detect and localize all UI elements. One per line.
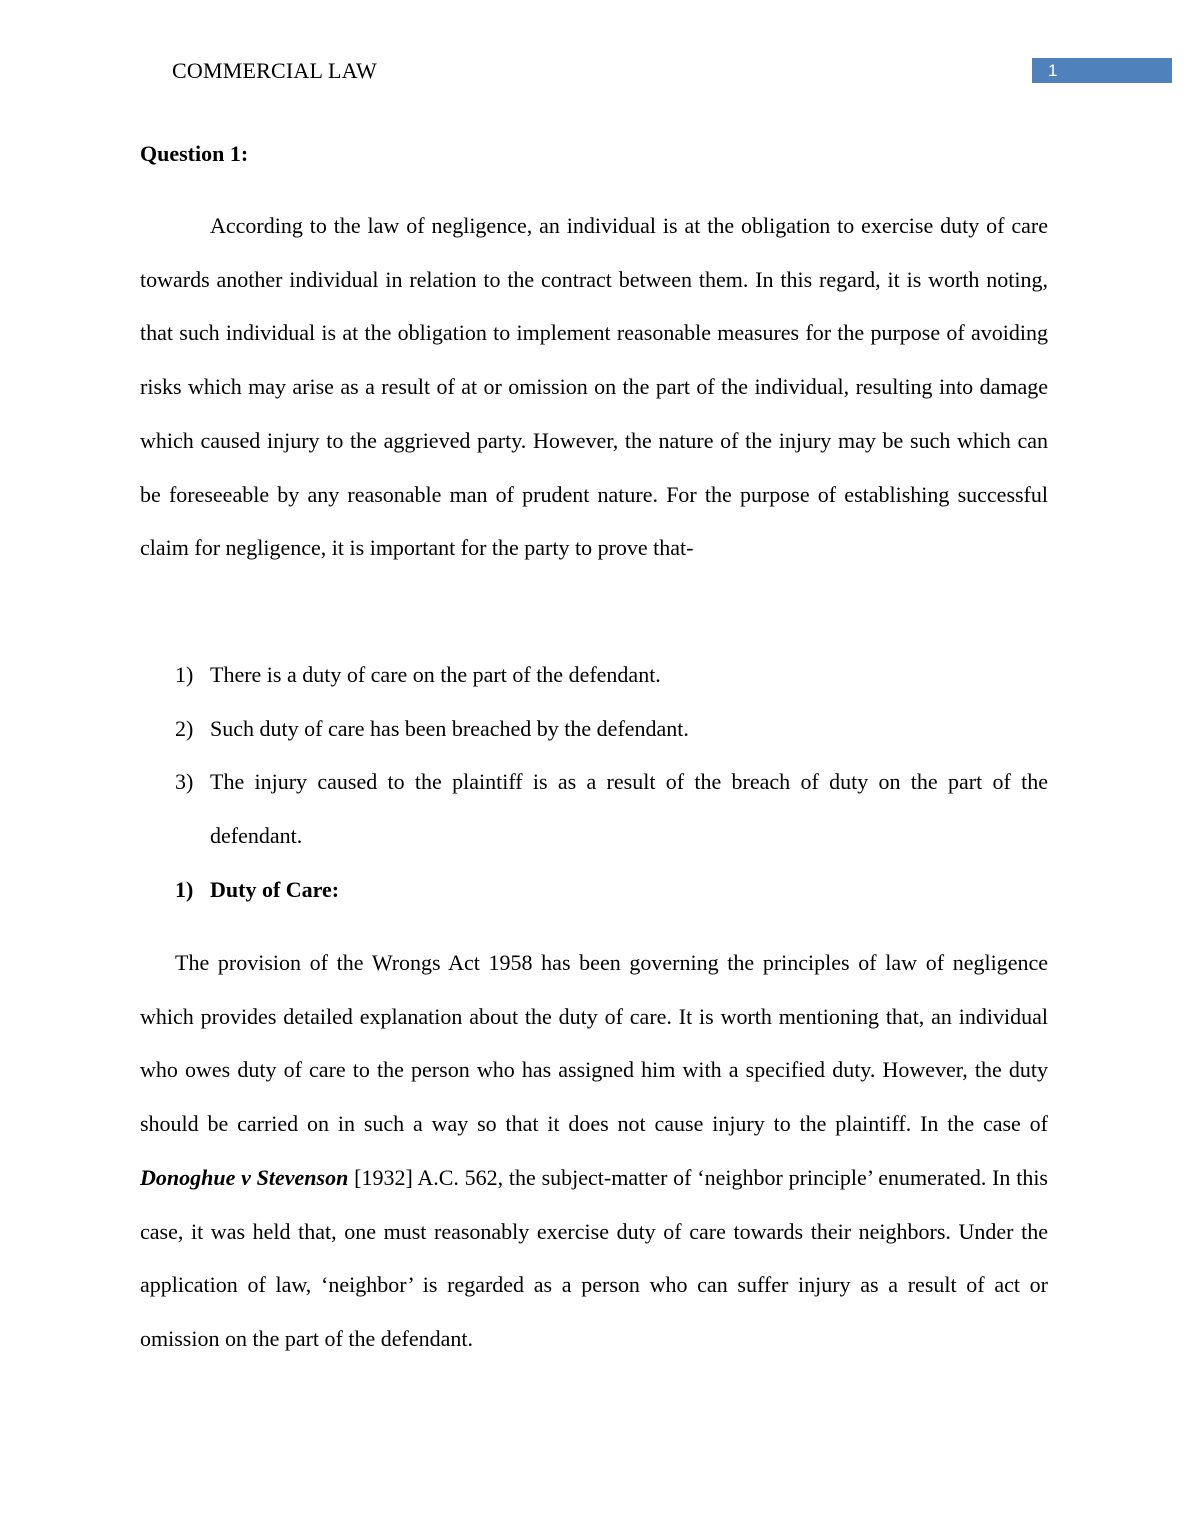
page-number: 1: [1048, 61, 1058, 80]
duty-of-care-paragraph: [140, 936, 1048, 1366]
question-heading: Question 1:: [140, 141, 249, 166]
list-marker: 1): [175, 662, 194, 687]
intro-paragraph: According to the law of negligence, an individual is at the obligation to exercise duty of care towards another individual in relation to the contract between them. In this regard, it is worth noting, that such individual is at the obligation to implement reasonable measures for the purpose of avoiding risks which may arise as a result of at or omission on the part of the individual, resulting into damage which caused injury to the aggrieved party. However, the nature of the injury may be such which can be foreseeable by any reasonable man of prudent nature. For the purpose of establishing successful claim for negligence, it is important for the party to prove that-: [140, 213, 1048, 561]
case-name: Donoghue v Stevenson: [140, 1164, 349, 1190]
paragraph-text-before-case: The provision of the Wrongs Act 1958 has been governing the principles of law of negligence which provides detailed explanation about the duty of care. It is worth mentioning that, an individual who owes duty of care to the person who has assigned him with a specified duty. However, the duty should be carried on in such a way so that it does not cause injury to the plaintiff. In the case of: [140, 950, 1048, 1137]
section-heading: [140, 863, 1048, 917]
paragraph-text-after-case: [1932] A.C. 562, the subject-matter of ‘neighbor principle’ enumerated. In this case, it was held that, one must reasonably exercise duty of care towards their neighbors. Under the application of law, ‘neighbor’ is regarded as a person who can suffer injury as a result of act or omission on the part of the defendant.: [140, 1164, 1048, 1351]
page-number-box: [1032, 58, 1172, 83]
elements-list: [140, 648, 1048, 863]
section-marker: 1): [175, 877, 194, 902]
list-item: [140, 702, 1048, 756]
list-marker: 2): [175, 715, 194, 741]
list-item-text: There is a duty of care on the part of the defendant.: [210, 662, 661, 687]
list-item: [140, 755, 1048, 862]
header-title: COMMERCIAL LAW: [172, 58, 377, 83]
list-item: [140, 648, 1048, 702]
list-marker: 3): [175, 769, 194, 795]
list-item-text: The injury caused to the plaintiff is as a result of the breach of duty on the part of the defendant.: [210, 769, 1048, 849]
list-item-text: Such duty of care has been breached by the defendant.: [210, 715, 689, 741]
section-heading-text: Duty of Care:: [210, 877, 340, 902]
